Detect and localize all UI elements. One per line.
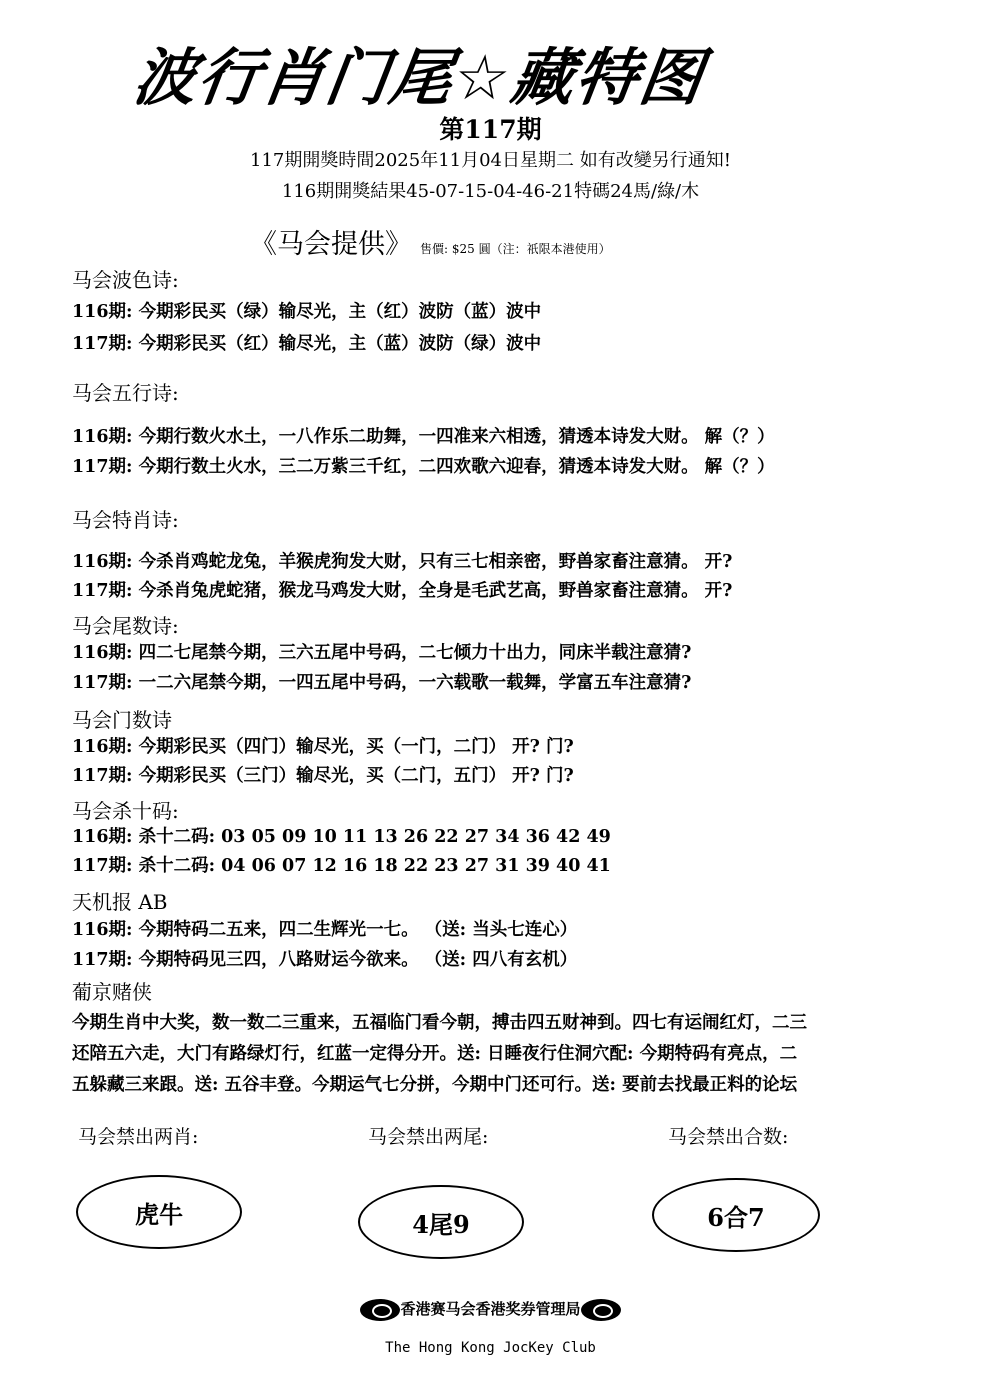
section-line: 117期: 今期特码见三四，八路财运今欲来。 （送: 四八有玄机） [72, 950, 578, 970]
provided-by-label: 《马会提供》 [250, 229, 412, 260]
section-line: 117期: 今期行数土火水，三二万紫三千红，二四欢歌六迎春，猜透本诗发大财。 解（？） [72, 457, 775, 477]
pujing-line: 五躲藏三来跟。送: 五谷丰登。今期运气七分拼，今期中门还可行。送: 要前去找最正料的论坛 [72, 1075, 798, 1095]
footer-english: The Hong Kong JocKey Club [385, 1340, 596, 1356]
section-line: 116期: 今期特码二五来，四二生辉光一七。 （送: 当头七连心） [72, 920, 578, 940]
ban-zodiac-value: 虎牛 [76, 1175, 242, 1249]
section-heading: 马会尾数诗: [72, 614, 179, 638]
footer-org-name: 香港赛马会香港奖券管理局 [400, 1300, 581, 1318]
issue-number: 第117期 [439, 115, 542, 144]
section-line: 116期: 今期行数火水土，一八作乐二助舞，一四准来六相透，猜透本诗发大财。 解（？） [72, 427, 775, 447]
ban-sum-value: 6合7 [652, 1178, 820, 1252]
pujing-line: 还陪五六走，大门有路绿灯行，红蓝一定得分开。送: 日睡夜行住洞穴配: 今期特码有亮点，二 [72, 1044, 798, 1064]
section-line: 117期: 杀十二码: 04 06 07 12 16 18 22 23 27 31 39 40 41 [72, 856, 611, 876]
section-line: 117期: 今期彩民买（三门）输尽光，买（二门，五门） 开? 门? [72, 766, 574, 786]
section-line: 117期: 今杀肖兔虎蛇猪，猴龙马鸡发大财，全身是毛武艺高，野兽家畜注意猜。 开? [72, 581, 733, 601]
section-line: 117期: 今期彩民买（红）输尽光，主（蓝）波防（绿）波中 [72, 334, 542, 354]
last-result: 116期開獎結果45-07-15-04-46-21特碼24馬/綠/木 [281, 181, 700, 202]
poster-title: 波行肖门尾☆藏特图 [129, 41, 710, 114]
draw-time: 117期開獎時間2025年11月04日星期二 如有改變另行通知! [250, 150, 731, 171]
price-note: 售價: $25 圓（注：祇限本港使用） [420, 242, 611, 256]
section-line: 116期: 四二七尾禁今期，三六五尾中号码，二七倾力十出力，同床半载注意猜? [72, 643, 692, 663]
ban-tail-label: 马会禁出两尾: [368, 1126, 489, 1148]
section-line: 117期: 一二六尾禁今期，一四五尾中号码，一六载歌一载舞，学富五车注意猜? [72, 673, 692, 693]
ban-sum-label: 马会禁出合数: [668, 1126, 789, 1148]
footer-org [0, 1298, 981, 1321]
section-heading: 马会杀十码: [72, 799, 179, 823]
section-line: 116期: 今期彩民买（绿）输尽光，主（红）波防（蓝）波中 [72, 302, 542, 322]
section-heading: 马会五行诗: [72, 381, 179, 405]
jockey-club-logo-icon [360, 1299, 400, 1321]
ban-zodiac-label: 马会禁出两肖: [78, 1126, 199, 1148]
section-heading: 天机报 AB [72, 890, 168, 914]
provided-by [250, 222, 611, 261]
section-heading: 马会门数诗 [72, 708, 172, 732]
pujing-line: 今期生肖中大奖，数一数二三重来，五福临门看今朝，搏击四五财神到。四七有运闹红灯，二三 [72, 1013, 807, 1033]
section-heading: 马会特肖诗: [72, 508, 179, 532]
ban-tail-value: 4尾9 [358, 1185, 524, 1259]
section-line: 116期: 今杀肖鸡蛇龙兔，羊猴虎狗发大财，只有三七相亲密，野兽家畜注意猜。 开? [72, 552, 733, 572]
pujing-heading: 葡京赌侠 [72, 980, 152, 1004]
section-heading: 马会波色诗: [72, 268, 179, 292]
section-line: 116期: 今期彩民买（四门）输尽光，买（一门，二门） 开? 门? [72, 737, 574, 757]
section-line: 116期: 杀十二码: 03 05 09 10 11 13 26 22 27 34 36 42 49 [72, 827, 611, 847]
jockey-club-logo-icon [581, 1299, 621, 1321]
